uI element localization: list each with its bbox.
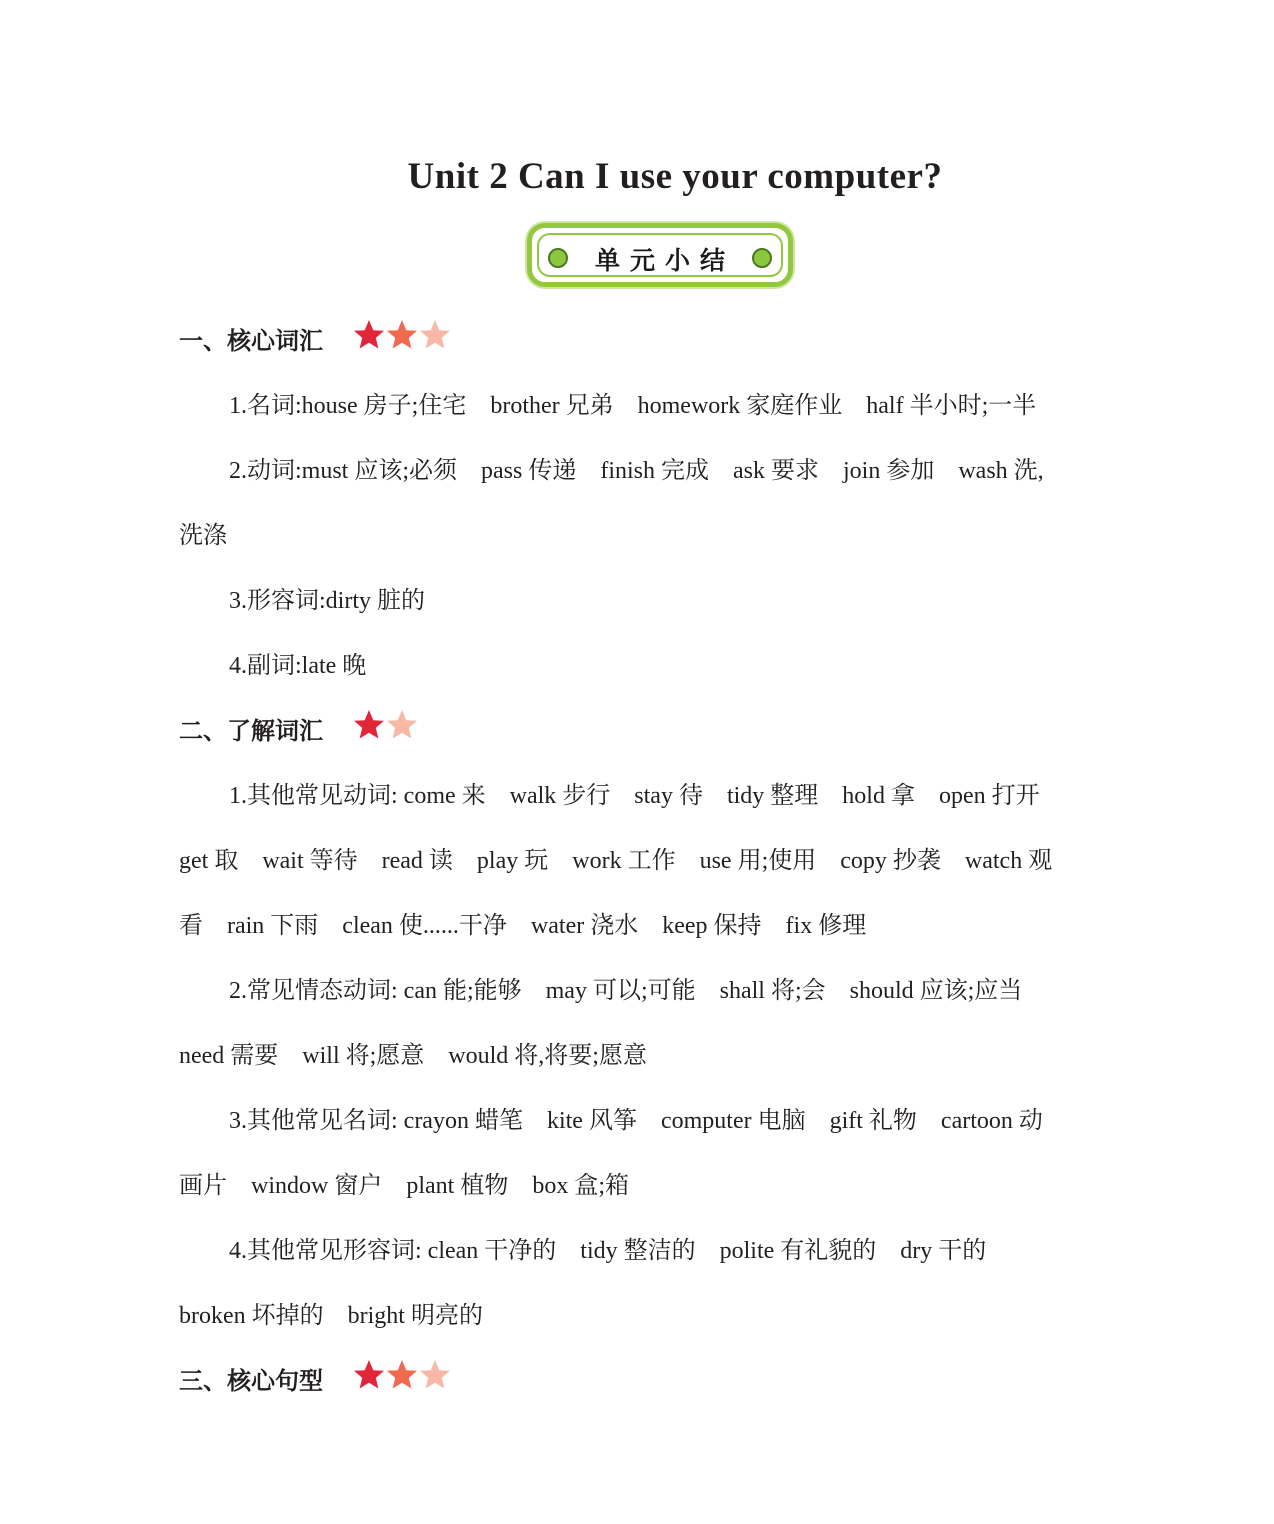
text-line: get 取 wait 等待 read 读 play 玩 work 工作 use 用;使用 copy 抄袭 watch 观 [179, 848, 1053, 874]
text-line: 3.形容词:dirty 脏的 [229, 588, 425, 614]
badge-label: 单元小结 [594, 246, 735, 275]
difficulty-rating [352, 318, 451, 354]
text-line: 洗涤 [179, 523, 227, 549]
text-line: 1.其他常见动词: come 来 walk 步行 stay 待 tidy 整理 hold 拿 open 打开 [229, 783, 1040, 809]
text-line: 3.其他常见名词: crayon 蜡笔 kite 风筝 computer 电脑 gift 礼物 cartoon 动 [229, 1108, 1043, 1134]
text-line: 看 rain 下雨 clean 使......干净 water 浇水 keep 保持 fix 修理 [179, 913, 867, 939]
text-line: 4.副词:late 晚 [229, 653, 367, 679]
star-icon [352, 318, 386, 352]
text-line: 画片 window 窗户 plant 植物 box 盒;箱 [179, 1173, 629, 1199]
section-heading-extra-vocabulary: 二、了解词汇 [179, 717, 323, 745]
section-heading-core-sentences: 三、核心句型 [179, 1367, 323, 1395]
half-star-icon [418, 1358, 452, 1392]
text-line: 1.名词:house 房子;住宅 brother 兄弟 homework 家庭作业 half 半小时;一半 [229, 393, 1037, 419]
star-icon [352, 1358, 386, 1392]
star-icon [385, 1358, 419, 1392]
difficulty-rating [352, 1358, 451, 1394]
half-star-icon [418, 318, 452, 352]
star-icon [352, 708, 386, 742]
text-line: broken 坏掉的 bright 明亮的 [179, 1303, 483, 1329]
section-badge [527, 223, 793, 287]
green-dot-icon [752, 248, 772, 268]
text-line: 4.其他常见形容词: clean 干净的 tidy 整洁的 polite 有礼貌的 dry 干的 [229, 1238, 987, 1264]
section-heading-core-vocabulary: 一、核心词汇 [179, 327, 323, 355]
text-line: 2.动词:must 应该;必须 pass 传递 finish 完成 ask 要求 join 参加 wash 洗, [229, 458, 1044, 484]
text-line: 2.常见情态动词: can 能;能够 may 可以;可能 shall 将;会 should 应该;应当 [229, 978, 1023, 1004]
text-line: need 需要 will 将;愿意 would 将,将要;愿意 [179, 1043, 647, 1069]
star-icon [385, 318, 419, 352]
half-star-icon [385, 708, 419, 742]
page-title: Unit 2 Can I use your computer? [407, 156, 943, 197]
difficulty-rating [352, 708, 418, 744]
